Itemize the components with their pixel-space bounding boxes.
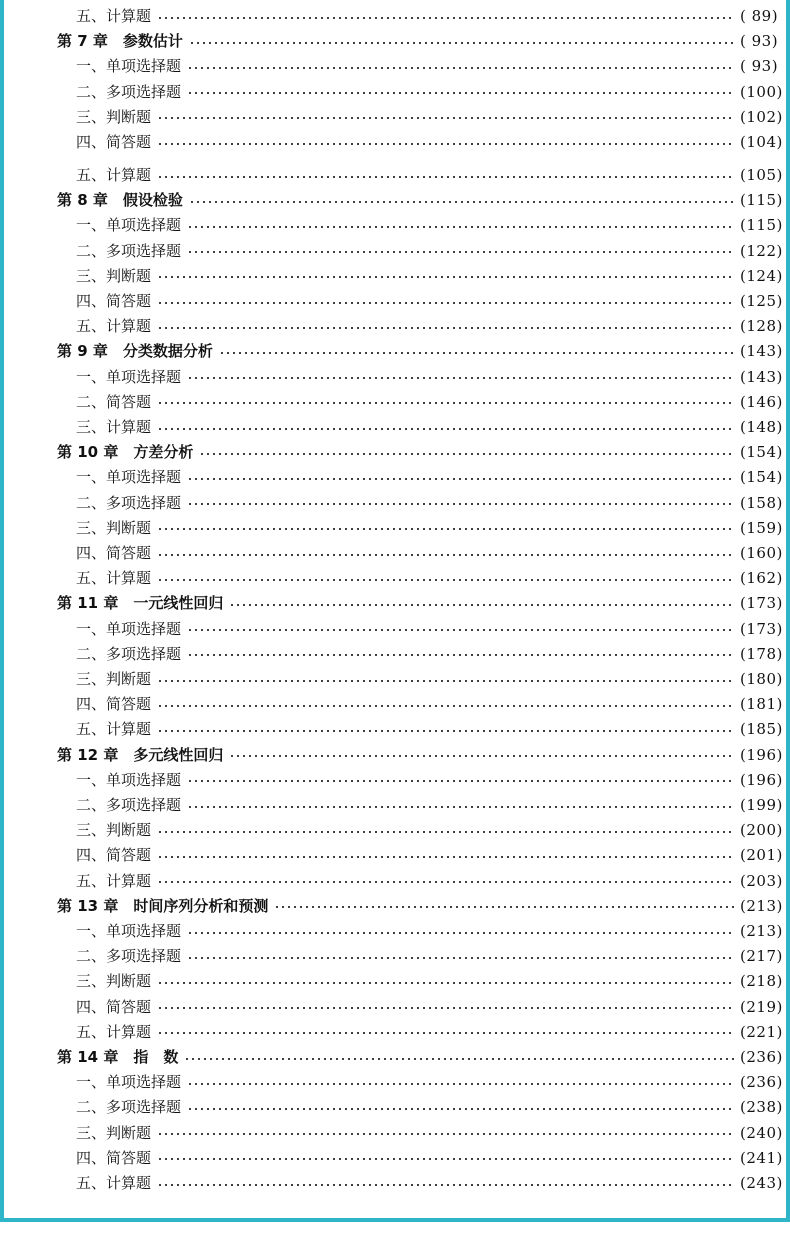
dot-leader: [187, 928, 734, 938]
dot-leader: [157, 701, 734, 711]
toc-entry-title: 第 12 章 多元线性回归: [57, 745, 224, 764]
toc-entry-title: 一、单项选择题: [76, 216, 182, 235]
dot-leader: [187, 63, 734, 73]
toc-entry-title: 二、多项选择题: [76, 644, 182, 663]
toc-entry-title: 五、计算题: [76, 871, 152, 890]
toc-section-row[interactable]: [0, 1095, 790, 1120]
toc-entry-title: 三、判断题: [76, 821, 152, 840]
dot-leader: [189, 38, 734, 48]
toc-entry-title: 五、计算题: [76, 7, 152, 25]
dot-leader: [157, 852, 734, 862]
toc-section-row[interactable]: [0, 1020, 790, 1045]
toc-entry-title: 四、简答题: [76, 846, 152, 865]
toc-section-row[interactable]: [0, 465, 790, 490]
toc-chapter-row[interactable]: [0, 29, 790, 54]
toc-section-row[interactable]: [0, 793, 790, 818]
toc-page-number: (213): [740, 896, 783, 915]
toc-section-row[interactable]: [0, 692, 790, 717]
toc-section-row[interactable]: [0, 642, 790, 667]
dot-leader: [184, 1054, 734, 1064]
dot-leader: [187, 499, 734, 509]
toc-page-number: (128): [740, 317, 783, 336]
dot-leader: [187, 1104, 734, 1114]
toc-page-number: (143): [740, 342, 783, 361]
dot-leader: [187, 373, 734, 383]
dot-leader: [157, 13, 734, 23]
dot-leader: [157, 172, 734, 182]
toc-entry-title: 二、简答题: [76, 392, 152, 411]
toc-section-row[interactable]: [0, 617, 790, 642]
toc-page-number: (241): [740, 1148, 783, 1167]
toc-section-row[interactable]: [0, 843, 790, 868]
toc-page-number: (238): [740, 1098, 783, 1117]
dot-leader: [229, 751, 734, 761]
toc-entry-title: 二、多项选择题: [76, 493, 182, 512]
page-border-bottom: [0, 1218, 790, 1222]
toc-entry-title: 三、判断题: [76, 107, 152, 126]
toc-section-row[interactable]: [0, 818, 790, 843]
toc-entry-title: 二、多项选择题: [76, 947, 182, 966]
toc-chapter-row[interactable]: [0, 339, 790, 364]
toc-page-number: (217): [740, 947, 783, 966]
toc-chapter-row[interactable]: [0, 894, 790, 919]
toc-page-number: (148): [740, 418, 783, 436]
toc-section-row[interactable]: [0, 541, 790, 566]
toc-page-number: (115): [740, 191, 783, 210]
toc-page-number: ( 89): [740, 7, 779, 25]
toc-page-number: (199): [740, 796, 783, 814]
dot-leader: [229, 600, 734, 610]
toc-section-row[interactable]: [0, 1146, 790, 1171]
toc-page-number: (243): [740, 1174, 783, 1192]
toc-entry-title: 一、单项选择题: [76, 619, 182, 638]
toc-section-row[interactable]: [0, 969, 790, 994]
dot-leader: [157, 676, 734, 686]
toc-section-row[interactable]: [0, 390, 790, 415]
toc-entry-title: 三、判断题: [76, 1123, 152, 1142]
dot-leader: [157, 1129, 734, 1139]
toc-page-number: (221): [740, 1022, 783, 1041]
toc-section-row[interactable]: [0, 365, 790, 390]
toc-entry-title: 一、单项选择题: [76, 367, 182, 386]
toc-chapter-row[interactable]: [0, 188, 790, 213]
toc-entry-title: 三、判断题: [76, 670, 152, 688]
dot-leader: [157, 323, 734, 333]
dot-leader: [157, 1028, 734, 1038]
toc-page-number: (104): [740, 133, 783, 151]
toc-entry-title: 五、计算题: [76, 1174, 152, 1192]
toc-page-number: (173): [740, 619, 783, 638]
toc-page-number: (196): [740, 745, 783, 764]
toc-entry-title: 五、计算题: [76, 720, 152, 739]
dot-leader: [187, 474, 734, 484]
toc-entry-title: 四、简答题: [76, 1148, 152, 1167]
dot-leader: [157, 272, 734, 282]
toc-entry-title: 一、单项选择题: [76, 770, 182, 789]
toc-entry-title: 一、单项选择题: [76, 1073, 182, 1092]
toc-entry-title: 三、判断题: [76, 518, 152, 537]
dot-leader: [157, 139, 734, 149]
dot-leader: [157, 424, 734, 434]
toc-page-number: (154): [740, 468, 783, 487]
toc-page-number: (105): [740, 166, 783, 184]
toc-entry-title: 第 10 章 方差分析: [57, 443, 194, 462]
toc-entry-title: 二、多项选择题: [76, 241, 182, 260]
dot-leader: [274, 902, 734, 912]
toc-page-number: (124): [740, 266, 783, 285]
dot-leader: [187, 222, 734, 232]
toc-section-row[interactable]: [0, 213, 790, 238]
dot-leader: [157, 113, 734, 123]
toc-page-number: (218): [740, 972, 783, 991]
toc-page-number: (159): [740, 518, 783, 537]
toc-section-row[interactable]: [0, 130, 790, 155]
toc-entry-title: 二、多项选择题: [76, 82, 182, 101]
toc-page-number: (100): [740, 82, 783, 101]
toc-page-number: (185): [740, 720, 783, 739]
toc-entry-title: 四、简答题: [76, 133, 152, 151]
toc-page-number: (158): [740, 493, 783, 512]
toc-page-number: (236): [740, 1048, 783, 1066]
toc-page-number: (213): [740, 922, 783, 940]
toc-entry-title: 第 9 章 分类数据分析: [57, 342, 213, 361]
toc-page-number: (236): [740, 1073, 783, 1092]
toc-entry-title: 三、判断题: [76, 972, 152, 991]
toc-page-number: (115): [740, 216, 783, 235]
toc-section-row[interactable]: [0, 1171, 790, 1196]
toc-page-number: (200): [740, 821, 783, 840]
toc-page-number: (201): [740, 846, 783, 865]
toc-entry-title: 四、简答题: [76, 544, 152, 562]
dot-leader: [157, 1154, 734, 1164]
toc-page-number: (173): [740, 594, 783, 613]
toc-page-number: (125): [740, 292, 783, 310]
toc-page-number: (219): [740, 997, 783, 1016]
toc-section-row[interactable]: [0, 516, 790, 541]
toc-page-number: (180): [740, 670, 783, 688]
dot-leader: [157, 827, 734, 837]
dot-leader: [157, 550, 734, 560]
dot-leader: [187, 88, 734, 98]
toc-entry-title: 四、简答题: [76, 997, 152, 1016]
toc-section-row[interactable]: [0, 105, 790, 130]
toc-section-row[interactable]: [0, 869, 790, 894]
dot-leader: [157, 1003, 734, 1013]
toc-chapter-row[interactable]: [0, 591, 790, 616]
dot-leader: [157, 298, 734, 308]
toc-entry-title: 第 11 章 一元线性回归: [57, 594, 224, 613]
toc-entry-title: 五、计算题: [76, 317, 152, 336]
dot-leader: [157, 726, 734, 736]
toc-section-row[interactable]: [0, 163, 790, 188]
dot-leader: [157, 575, 734, 585]
dot-leader: [187, 1079, 734, 1089]
toc-section-row[interactable]: [0, 264, 790, 289]
dot-leader: [189, 197, 734, 207]
toc-section-row[interactable]: [0, 1070, 790, 1095]
toc-section-row[interactable]: [0, 768, 790, 793]
toc-page-number: (196): [740, 770, 783, 789]
toc-section-row[interactable]: [0, 491, 790, 516]
toc-entry-title: 一、单项选择题: [76, 922, 182, 940]
toc-section-row[interactable]: [0, 566, 790, 591]
toc-entry-title: 第 8 章 假设检验: [57, 191, 183, 210]
toc-entry-title: 五、计算题: [76, 1022, 152, 1041]
dot-leader: [187, 802, 734, 812]
toc-entry-title: 二、多项选择题: [76, 1098, 182, 1117]
toc-entry-title: 三、计算题: [76, 418, 152, 436]
toc-page-number: (122): [740, 241, 783, 260]
toc-section-row[interactable]: [0, 4, 790, 29]
toc-entry-title: 二、多项选择题: [76, 796, 182, 814]
dot-leader: [157, 398, 734, 408]
toc-entry-title: 五、计算题: [76, 166, 152, 184]
toc-page-number: (154): [740, 443, 783, 462]
dot-leader: [187, 625, 734, 635]
toc-entry-title: 第 14 章 指 数: [57, 1048, 179, 1066]
toc-section-row[interactable]: [0, 54, 790, 79]
toc-page-number: (146): [740, 392, 783, 411]
dot-leader: [187, 247, 734, 257]
dot-leader: [187, 650, 734, 660]
toc-page-number: (240): [740, 1123, 783, 1142]
toc-entry-title: 一、单项选择题: [76, 468, 182, 487]
dot-leader: [199, 449, 734, 459]
toc-chapter-row[interactable]: [0, 743, 790, 768]
toc-section-row[interactable]: [0, 1121, 790, 1146]
toc-page-number: (178): [740, 644, 783, 663]
toc-section-row[interactable]: [0, 239, 790, 264]
toc-page-number: (181): [740, 695, 783, 714]
toc-section-row[interactable]: [0, 80, 790, 105]
toc-page-number: (102): [740, 107, 783, 126]
toc-section-row[interactable]: [0, 944, 790, 969]
toc-section-row[interactable]: [0, 314, 790, 339]
toc-section-row[interactable]: [0, 415, 790, 440]
toc-section-row[interactable]: [0, 717, 790, 742]
toc-entry-title: 四、简答题: [76, 695, 152, 714]
toc-section-row[interactable]: [0, 995, 790, 1020]
dot-leader: [157, 877, 734, 887]
toc-entry-title: 五、计算题: [76, 569, 152, 588]
toc-entry-title: 第 13 章 时间序列分析和预测: [57, 896, 269, 915]
toc-chapter-row[interactable]: [0, 1045, 790, 1070]
toc-entry-title: 四、简答题: [76, 292, 152, 310]
toc-entry-title: 第 7 章 参数估计: [57, 32, 183, 51]
toc-page-number: (160): [740, 544, 783, 562]
toc-entry-title: 一、单项选择题: [76, 57, 182, 76]
dot-leader: [157, 978, 734, 988]
dot-leader: [187, 776, 734, 786]
toc-chapter-row[interactable]: [0, 440, 790, 465]
toc-section-row[interactable]: [0, 667, 790, 692]
toc-page-number: (143): [740, 367, 783, 386]
dot-leader: [157, 1180, 734, 1190]
dot-leader: [157, 524, 734, 534]
toc-page-number: ( 93): [740, 57, 779, 76]
toc-section-row[interactable]: [0, 289, 790, 314]
toc-entry-title: 三、判断题: [76, 266, 152, 285]
toc-page-number: ( 93): [740, 32, 779, 51]
toc-page-number: (203): [740, 871, 783, 890]
toc-page-number: (162): [740, 569, 783, 588]
toc-section-row[interactable]: [0, 919, 790, 944]
dot-leader: [187, 953, 734, 963]
dot-leader: [219, 348, 734, 358]
